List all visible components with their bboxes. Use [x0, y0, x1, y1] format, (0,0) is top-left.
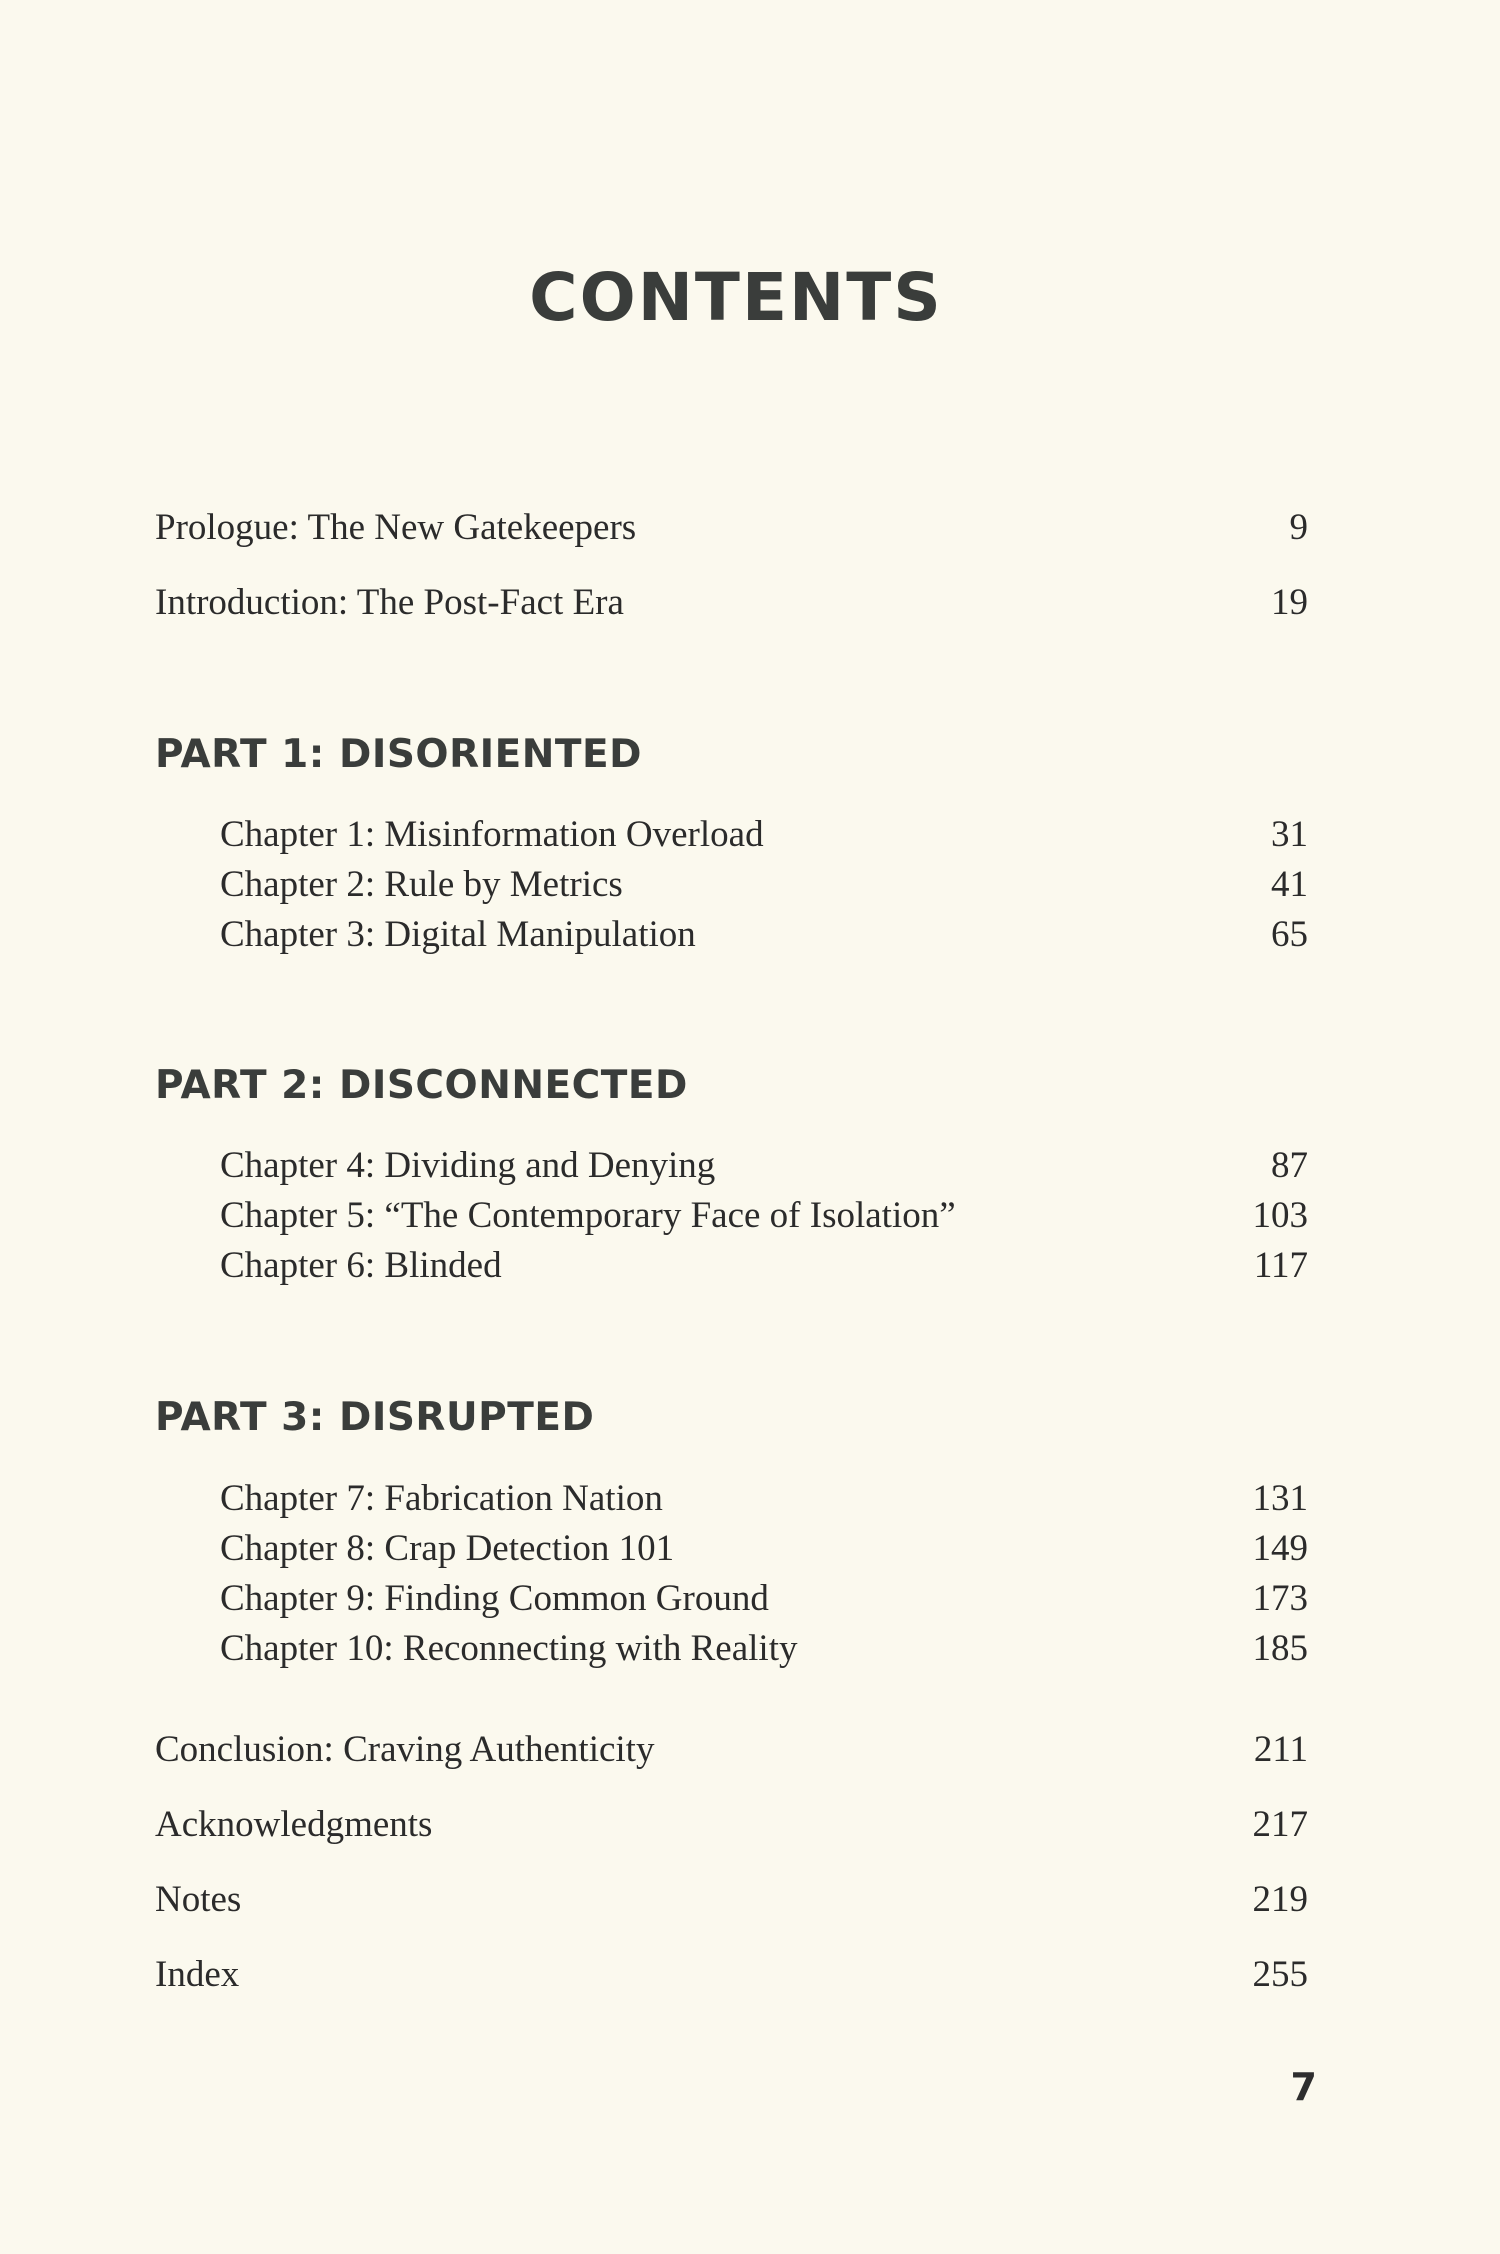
entry-title: Chapter 1: Misinformation Overload [220, 814, 764, 855]
toc-entry-prologue [155, 503, 1308, 553]
toc-entry-index [155, 1950, 1308, 2000]
entry-page-number: 149 [1252, 1528, 1308, 1569]
entry-page-number: 173 [1252, 1578, 1308, 1619]
part-2-heading: PART 2: DISCONNECTED [155, 1063, 688, 1108]
contents-heading: CONTENTS [529, 259, 943, 336]
toc-entry-chapter-3 [220, 910, 1308, 960]
entry-page-number: 211 [1253, 1729, 1308, 1770]
toc-entry-chapter-7 [220, 1474, 1308, 1524]
entry-title: Chapter 7: Fabrication Nation [220, 1478, 663, 1519]
toc-entry-chapter-4 [220, 1141, 1308, 1191]
entry-page-number: 131 [1252, 1478, 1308, 1519]
toc-entry-acknowledgments [155, 1800, 1308, 1850]
entry-title: Chapter 2: Rule by Metrics [220, 864, 623, 905]
toc-entry-chapter-1 [220, 810, 1308, 860]
toc-entry-chapter-9 [220, 1574, 1308, 1624]
entry-page-number: 219 [1252, 1879, 1308, 1920]
toc-entry-chapter-2 [220, 860, 1308, 910]
entry-title: Conclusion: Craving Authenticity [155, 1729, 655, 1770]
entry-title: Prologue: The New Gatekeepers [155, 507, 637, 548]
toc-entry-chapter-8 [220, 1524, 1308, 1574]
entry-page-number: 255 [1252, 1954, 1308, 1995]
entry-page-number: 217 [1252, 1804, 1308, 1845]
part-3-heading: PART 3: DISRUPTED [155, 1395, 595, 1440]
page-number: 7 [1290, 2065, 1317, 2109]
entry-title: Chapter 5: “The Contemporary Face of Isolation” [220, 1195, 956, 1236]
entry-title: Acknowledgments [155, 1804, 433, 1845]
entry-page-number: 87 [1271, 1145, 1308, 1186]
entry-page-number: 41 [1271, 864, 1308, 905]
entry-page-number: 9 [1289, 507, 1308, 548]
entry-page-number: 117 [1253, 1245, 1308, 1286]
entry-title: Introduction: The Post-Fact Era [155, 582, 624, 623]
entry-page-number: 31 [1271, 814, 1308, 855]
toc-entry-chapter-5 [220, 1191, 1308, 1241]
toc-entry-chapter-6 [220, 1241, 1308, 1291]
part-1-heading: PART 1: DISORIENTED [155, 732, 643, 777]
entry-title: Notes [155, 1879, 242, 1920]
entry-page-number: 65 [1271, 914, 1308, 955]
entry-title: Chapter 8: Crap Detection 101 [220, 1528, 675, 1569]
toc-entry-conclusion [155, 1725, 1308, 1775]
entry-title: Chapter 10: Reconnecting with Reality [220, 1628, 798, 1669]
entry-page-number: 19 [1271, 582, 1308, 623]
entry-title: Chapter 6: Blinded [220, 1245, 502, 1286]
entry-page-number: 103 [1252, 1195, 1308, 1236]
entry-title: Chapter 3: Digital Manipulation [220, 914, 696, 955]
entry-page-number: 185 [1252, 1628, 1308, 1669]
entry-title: Index [155, 1954, 240, 1995]
entry-title: Chapter 4: Dividing and Denying [220, 1145, 716, 1186]
toc-entry-introduction [155, 578, 1308, 628]
toc-entry-notes [155, 1875, 1308, 1925]
toc-entry-chapter-10 [220, 1624, 1308, 1674]
entry-title: Chapter 9: Finding Common Ground [220, 1578, 769, 1619]
